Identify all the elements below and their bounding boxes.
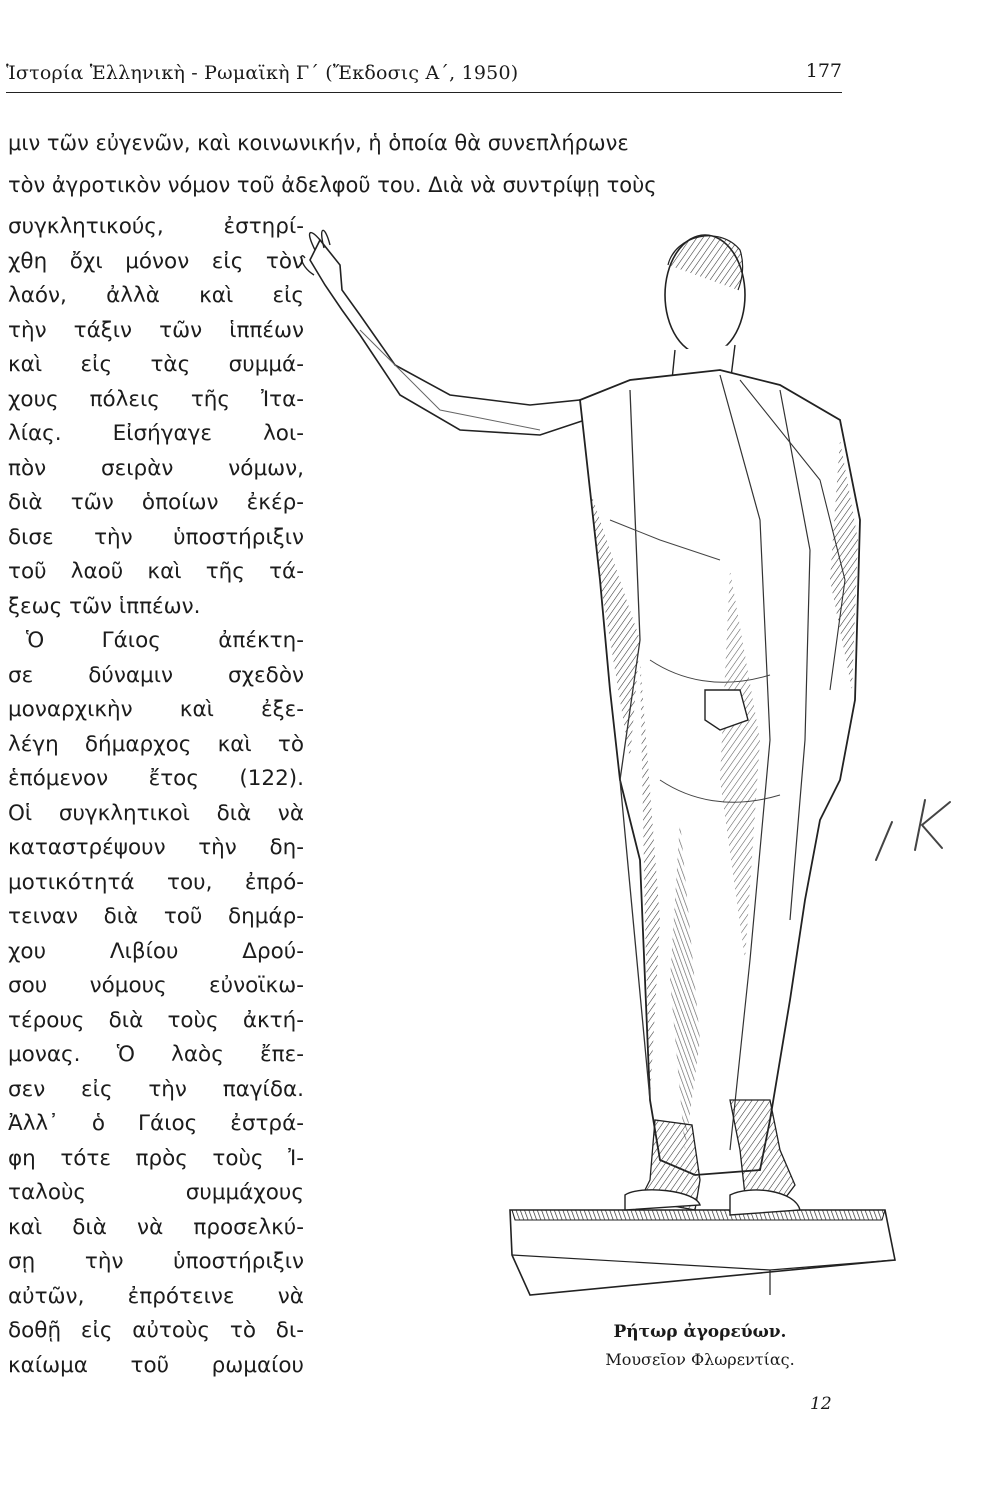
column-line: σεν εἰς τὴν παγίδα. xyxy=(8,1076,304,1102)
figure-caption-title: Ρήτωρ ἀγορεύων. xyxy=(613,1322,787,1342)
column-line: Ἀλλ᾽ ὁ Γάιος ἐστρά- xyxy=(8,1111,304,1136)
statue-illustration xyxy=(300,220,910,1310)
column-line: μονας. Ὁ λαὸς ἔπε- xyxy=(8,1042,304,1067)
pedestal xyxy=(510,1210,895,1295)
column-line: τέρους διὰ τοὺς ἀκτή- xyxy=(8,1007,304,1033)
signature-mark: 12 xyxy=(810,1394,832,1414)
header-title: Ἱστορία Ἑλληνικὴ - Ρωμαϊκὴ Γ΄ (Ἔκδοσις Α΄, 1950) xyxy=(6,62,519,84)
column-line: τὴν τάξιν τῶν ἱππέων xyxy=(8,317,304,343)
column-line: καταστρέψουν τὴν δη- xyxy=(8,835,304,860)
column-line: τειναν διὰ τοῦ δημάρ- xyxy=(8,904,304,929)
full-width-line-1: μιν τῶν εὐγενῶν, καὶ κοινωνικήν, ἡ ὁποία θὰ συνεπλήρωνε xyxy=(8,131,629,155)
column-line: τοῦ λαοῦ καὶ τῆς τά- xyxy=(8,559,304,584)
text-column xyxy=(8,210,304,1383)
column-line: καὶ διὰ νὰ προσελκύ- xyxy=(8,1214,304,1240)
figure-caption-subtitle: Μουσεῖον Φλωρεντίας. xyxy=(605,1350,795,1369)
column-line: χους πόλεις τῆς Ἰτα- xyxy=(8,386,304,412)
column-line: συγκλητικούς, ἐστηρί- xyxy=(8,214,304,239)
page-number: 177 xyxy=(805,60,842,82)
column-line: Οἱ συγκλητικοὶ διὰ νὰ xyxy=(8,800,304,826)
head xyxy=(665,235,745,385)
column-line: ταλοὺς συμμάχους xyxy=(8,1180,304,1205)
raised-arm xyxy=(301,230,585,435)
column-line: ξεως τῶν ἱππέων. xyxy=(8,593,201,619)
handwritten-margin-note xyxy=(870,790,960,870)
column-line: φη τότε πρὸς τοὺς Ἰ- xyxy=(8,1145,304,1171)
full-width-line-2: τὸν ἀγροτικὸν νόμον τοῦ ἀδελφοῦ του. Διὰ νὰ συντρίψῃ τοὺς xyxy=(8,173,657,197)
column-line: σου νόμους εὐνοϊκω- xyxy=(8,973,304,998)
column-line: πὸν σειρὰν νόμων, xyxy=(8,455,304,481)
column-line: αὐτῶν, ἐπρότεινε νὰ xyxy=(8,1283,304,1309)
column-line: καίωμα τοῦ ρωμαίου xyxy=(8,1352,304,1378)
column-line: λίας. Εἰσήγαγε λοι- xyxy=(8,421,304,446)
column-line: Ὁ Γάιος ἀπέκτη- xyxy=(26,628,304,653)
column-line: ἑπόμενον ἔτος (122). xyxy=(8,766,304,791)
running-header xyxy=(6,58,842,93)
column-line: διὰ τῶν ὁποίων ἐκέρ- xyxy=(8,490,304,515)
toga xyxy=(580,370,860,1175)
column-line: καὶ εἰς τὰς συμμά- xyxy=(8,352,304,377)
column-line: σῃ τὴν ὑποστήριξιν xyxy=(8,1249,304,1274)
column-line: λέγη δήμαρχος καὶ τὸ xyxy=(8,731,304,757)
column-line: δοθῇ εἰς αὐτοὺς τὸ δι- xyxy=(8,1318,304,1343)
column-line: δισε τὴν ὑποστήριξιν xyxy=(8,524,304,550)
column-line: σε δύναμιν σχεδὸν xyxy=(8,662,304,688)
column-line: χθη ὄχι μόνον εἰς τὸν xyxy=(8,248,304,274)
column-line: λαόν, ἀλλὰ καὶ εἰς xyxy=(8,283,304,308)
column-line: χου Λιβίου Δρού- xyxy=(8,938,304,964)
column-line: μοτικότητά του, ἐπρό- xyxy=(8,869,304,895)
column-line: μοναρχικὴν καὶ ἐξε- xyxy=(8,697,304,722)
